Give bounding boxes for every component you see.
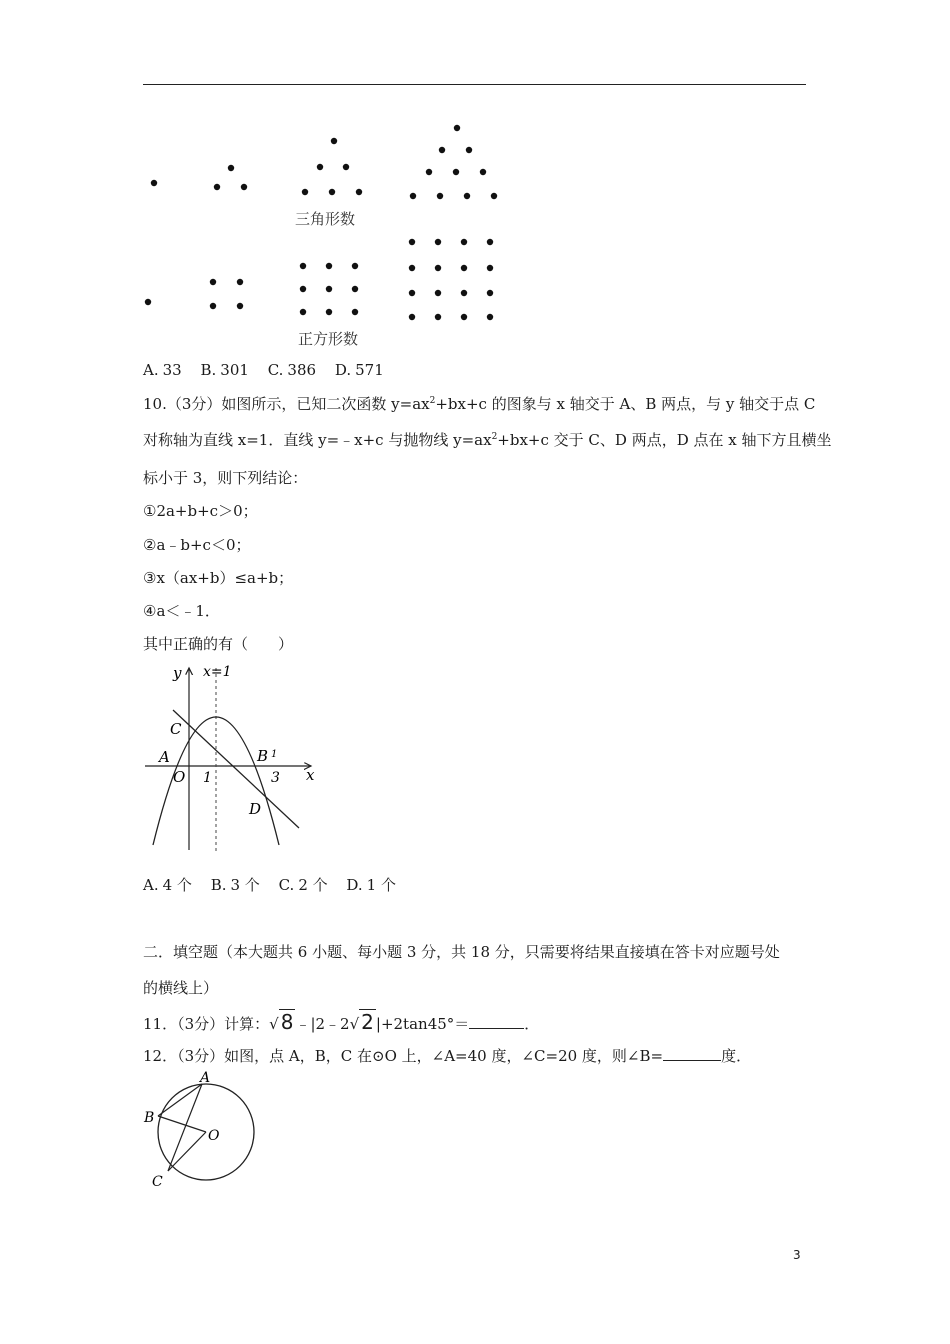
radius-ob	[158, 1116, 206, 1132]
q10-choice-a[interactable]: A. 4 个	[143, 876, 192, 894]
radius-oc	[168, 1132, 206, 1171]
q11: 11．（3分）计算：√ 8 ﹣|2﹣2√ 2 |+2tan45°＝ ．	[143, 1010, 540, 1034]
q10-choice-b[interactable]: B. 3 个	[210, 876, 260, 894]
section2-heading-line1: 二．填空题（本大题共 6 小题、每小题 3 分，共 18 分，只需要将结果直接填在答卡对应题号处	[143, 943, 780, 961]
q10-ask: 其中正确的有（ ）	[143, 635, 294, 653]
q9-choice-b[interactable]: B. 301	[200, 361, 249, 379]
tick-3: 3	[271, 770, 280, 786]
q11-answer-blank[interactable]	[469, 1014, 524, 1029]
label-d: D	[249, 800, 262, 818]
q10-choice-d[interactable]: D. 1 个	[346, 876, 396, 894]
square-numbers-label: 正方形数	[298, 330, 359, 348]
circle-label-o: O	[208, 1128, 220, 1144]
page-number: 3	[793, 1248, 801, 1262]
q10-choice-c[interactable]: C. 2 个	[278, 876, 328, 894]
circle-label-b: B	[144, 1110, 155, 1126]
q10-conclusion-2: ②a﹣b+c＜0；	[143, 536, 251, 554]
q9-choice-a[interactable]: A. 33	[143, 361, 182, 379]
label-c: C	[170, 720, 182, 738]
sqrt-8: √ 8	[269, 1010, 294, 1034]
label-a: A	[159, 748, 170, 766]
q10-conclusion-4: ④a＜﹣1．	[143, 602, 220, 620]
q10-stem-line3: 标小于 3，则下列结论：	[143, 469, 308, 487]
q10-conclusion-3: ③x（ax+b）≤a+b；	[143, 569, 294, 587]
q12-answer-blank[interactable]	[663, 1046, 721, 1061]
sqrt-2: √ 2	[349, 1010, 374, 1034]
label-axis-eq: x=1	[203, 664, 232, 680]
dot-pattern-figure	[143, 118, 513, 350]
q10-conclusion-1: ①2a+b+c＞0；	[143, 502, 258, 520]
tick-1: 1	[203, 770, 212, 786]
q12: 12．（3分）如图，点 A，B，C 在⊙O 上，∠A=40 度，∠C=20 度，则∠B= 度．	[143, 1047, 752, 1065]
q10-stem-line2: 对称轴为直线 x=1．直线 y=﹣x+c 与抛物线 $y=ax^2+bx+c$ 交于 C、D 两点，D 点在 x 轴下方且横坐	[143, 431, 832, 449]
label-b: B	[257, 747, 269, 765]
circle-label-c: C	[152, 1174, 163, 1190]
q10-stem-line1: 10.（3分）如图所示，已知二次函数 $y=ax^2+bx+c$ 的图象与 x 轴交于 A、B 两点，与 y 轴交于点 C	[143, 395, 816, 413]
q10-parabola-graph	[143, 660, 323, 860]
q9-choice-d[interactable]: D. 571	[334, 361, 384, 379]
q12-circle-figure	[140, 1070, 260, 1190]
q9-choices	[143, 360, 398, 380]
label-o: O	[173, 768, 186, 786]
line-y-neg-x-plus-c	[173, 710, 299, 828]
triangle-numbers-label: 三角形数	[295, 210, 356, 228]
circle-label-a: A	[200, 1070, 211, 1086]
tick-small-1: 1	[271, 749, 278, 760]
header-rule	[143, 84, 806, 85]
q9-choice-c[interactable]: C. 386	[267, 361, 317, 379]
label-x: x	[306, 766, 315, 784]
q10-choices	[143, 875, 410, 895]
dot-pattern-svg	[143, 118, 513, 350]
label-y: y	[173, 664, 182, 682]
section2-heading-line2: 的横线上）	[143, 979, 219, 997]
